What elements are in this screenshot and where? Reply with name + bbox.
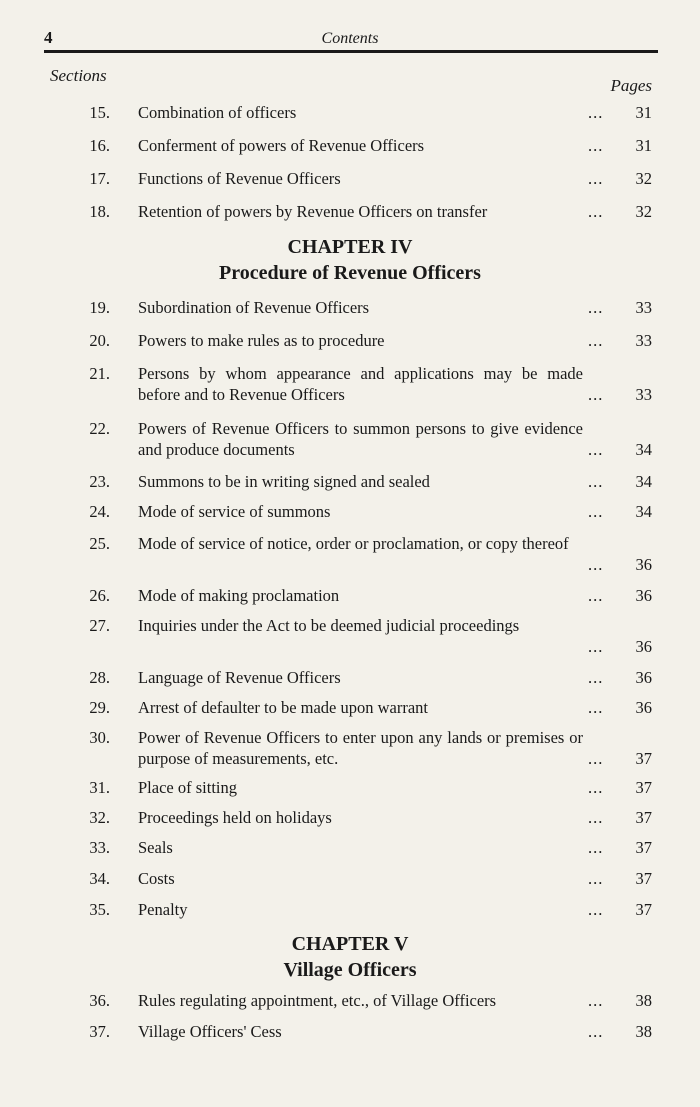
leader-dots: ... xyxy=(588,440,604,459)
section-title: Subordination of Revenue Officers xyxy=(138,298,370,317)
leader-dots: ... xyxy=(588,472,604,491)
section-title: Costs xyxy=(138,869,175,888)
section-number: 15. xyxy=(89,103,110,122)
chapter-heading xyxy=(0,931,700,983)
page-reference: 36 xyxy=(635,637,652,656)
section-number: 19. xyxy=(89,298,110,317)
leader-dots: ... xyxy=(588,808,604,827)
section-number: 31. xyxy=(89,778,110,797)
section-number: 29. xyxy=(89,698,110,717)
chapter-number: CHAPTER IV xyxy=(287,236,413,258)
section-number: 18. xyxy=(89,202,110,221)
leader-dots: ... xyxy=(588,586,604,605)
section-title: Conferment of powers of Revenue Officers xyxy=(138,136,425,155)
section-title: Summons to be in writing signed and sealed xyxy=(138,472,430,491)
leader-dots: ... xyxy=(588,637,604,656)
section-title: Powers to make rules as to procedure xyxy=(138,331,385,350)
page-reference: 38 xyxy=(635,991,652,1010)
section-title: Power of Revenue Officers to enter upon any lands or premises or purpose of measurements, etc. xyxy=(138,728,583,768)
chapter-number: CHAPTER V xyxy=(291,933,409,955)
page-reference: 34 xyxy=(635,502,652,521)
page-reference: 34 xyxy=(635,440,652,459)
section-number: 20. xyxy=(89,331,110,350)
page-reference: 36 xyxy=(635,698,652,717)
section-number: 16. xyxy=(89,136,110,155)
leader-dots: ... xyxy=(588,136,604,155)
section-title: Mode of service of notice, order or proclamation, or copy thereof xyxy=(138,534,569,553)
leader-dots: ... xyxy=(588,668,604,687)
leader-dots: ... xyxy=(588,1022,604,1041)
page-reference: 37 xyxy=(635,900,652,919)
section-title: Powers of Revenue Officers to summon persons to give evidence and produce documents xyxy=(138,419,583,459)
page-reference: 34 xyxy=(635,472,652,491)
leader-dots: ... xyxy=(588,202,604,221)
page-reference: 37 xyxy=(635,749,652,768)
leader-dots: ... xyxy=(588,749,604,768)
page-reference: 36 xyxy=(635,586,652,605)
section-number: 35. xyxy=(89,900,110,919)
section-number: 17. xyxy=(89,169,110,188)
section-number: 30. xyxy=(89,728,110,747)
page-reference: 33 xyxy=(635,385,652,404)
section-number: 26. xyxy=(89,586,110,605)
section-title: Rules regulating appointment, etc., of Village Officers xyxy=(138,991,497,1010)
pages-column-heading: Pages xyxy=(610,76,652,95)
section-number: 23. xyxy=(89,472,110,491)
running-title: Contents xyxy=(321,30,379,47)
leader-dots: ... xyxy=(588,698,604,717)
chapter-title: Procedure of Revenue Officers xyxy=(219,262,481,284)
header-rule xyxy=(44,50,658,53)
leader-dots: ... xyxy=(588,838,604,857)
section-number: 22. xyxy=(89,419,110,438)
page-reference: 33 xyxy=(635,298,652,317)
section-title: Inquiries under the Act to be deemed judicial proceedings xyxy=(138,616,520,635)
leader-dots: ... xyxy=(588,778,604,797)
section-number: 27. xyxy=(89,616,110,635)
leader-dots: ... xyxy=(588,555,604,574)
chapter-title: Village Officers xyxy=(283,959,417,981)
section-title: Arrest of defaulter to be made upon warrant xyxy=(138,698,429,717)
section-number: 25. xyxy=(89,534,110,553)
leader-dots: ... xyxy=(588,869,604,888)
section-number: 34. xyxy=(89,869,110,888)
page-reference: 37 xyxy=(635,778,652,797)
section-title: Seals xyxy=(138,838,173,857)
section-title: Penalty xyxy=(138,900,188,919)
page-reference: 31 xyxy=(635,103,652,122)
section-title: Retention of powers by Revenue Officers on transfer xyxy=(138,202,488,221)
page-reference: 31 xyxy=(635,136,652,155)
page-reference: 36 xyxy=(635,555,652,574)
leader-dots: ... xyxy=(588,331,604,350)
page-reference: 37 xyxy=(635,869,652,888)
page-reference: 36 xyxy=(635,668,652,687)
section-title: Village Officers' Cess xyxy=(138,1022,282,1041)
section-number: 28. xyxy=(89,668,110,687)
section-number: 21. xyxy=(89,364,110,383)
section-number: 32. xyxy=(89,808,110,827)
leader-dots: ... xyxy=(588,169,604,188)
section-title: Persons by whom appearance and applications may be made before and to Revenue Officers xyxy=(138,364,583,404)
page-reference: 33 xyxy=(635,331,652,350)
section-number: 24. xyxy=(89,502,110,521)
page-reference: 32 xyxy=(635,202,652,221)
page-header xyxy=(44,28,656,58)
leader-dots: ... xyxy=(588,385,604,404)
section-title: Functions of Revenue Officers xyxy=(138,169,341,188)
section-title: Mode of service of summons xyxy=(138,502,331,521)
section-title: Place of sitting xyxy=(138,778,237,797)
leader-dots: ... xyxy=(588,991,604,1010)
page-reference: 38 xyxy=(635,1022,652,1041)
page-reference: 32 xyxy=(635,169,652,188)
leader-dots: ... xyxy=(588,298,604,317)
section-title: Language of Revenue Officers xyxy=(138,668,341,687)
chapter-heading xyxy=(0,234,700,286)
section-title: Combination of officers xyxy=(138,103,297,122)
page-reference: 37 xyxy=(635,808,652,827)
leader-dots: ... xyxy=(588,502,604,521)
section-number: 33. xyxy=(89,838,110,857)
section-title: Mode of making proclamation xyxy=(138,586,340,605)
section-number: 37. xyxy=(89,1022,110,1041)
sections-column-heading: Sections xyxy=(50,66,107,85)
leader-dots: ... xyxy=(588,103,604,122)
section-number: 36. xyxy=(89,991,110,1010)
section-title: Proceedings held on holidays xyxy=(138,808,332,827)
leader-dots: ... xyxy=(588,900,604,919)
page-number: 4 xyxy=(44,28,53,47)
page-reference: 37 xyxy=(635,838,652,857)
